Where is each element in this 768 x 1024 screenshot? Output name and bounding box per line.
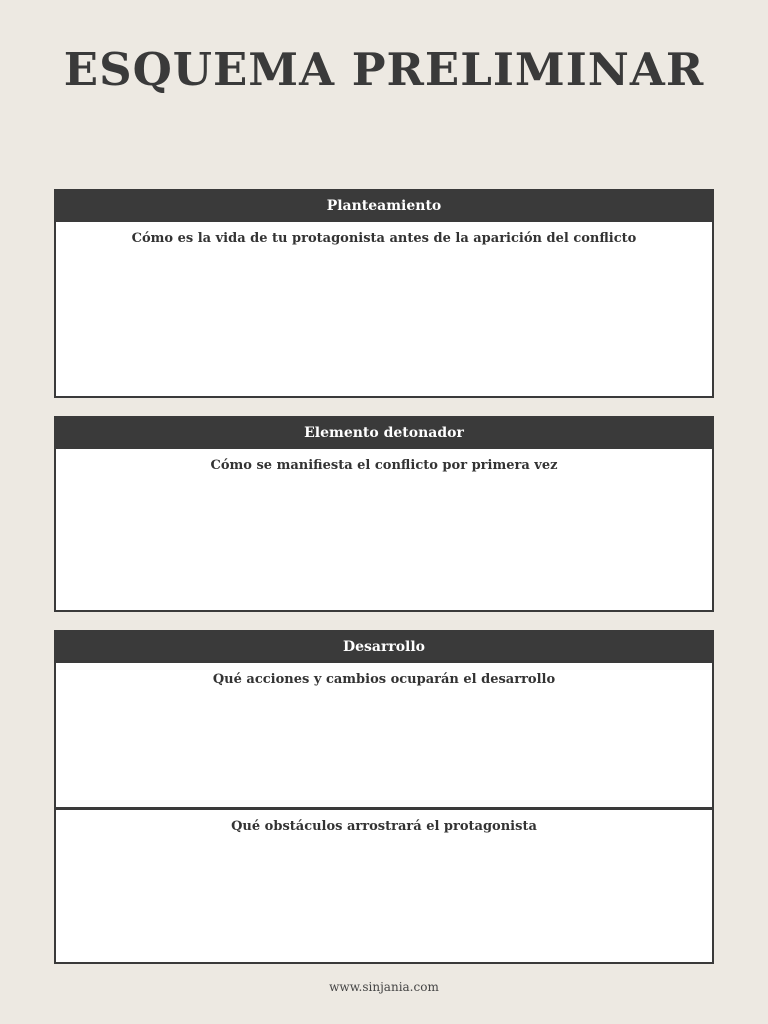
section-elemento-detonador (54, 416, 714, 612)
section-desarrollo (54, 630, 714, 964)
writing-box[interactable] (56, 807, 712, 962)
writing-box[interactable] (56, 663, 712, 807)
section-planteamiento (54, 189, 714, 398)
prompt-text: Qué acciones y cambios ocuparán el desarrollo (212, 672, 556, 687)
writing-box[interactable] (56, 222, 712, 396)
page-title: ESQUEMA PRELIMINAR (63, 43, 705, 96)
prompt-text: Qué obstáculos arrostrará el protagonista (231, 819, 537, 834)
prompt-text: Cómo se manifiesta el conflicto por primera vez (210, 458, 558, 473)
writing-box[interactable] (56, 449, 712, 610)
footer-url: www.sinjania.com (329, 980, 439, 994)
section-header: Elemento detonador (56, 418, 712, 449)
prompt-text: Cómo es la vida de tu protagonista antes de la aparición del conflicto (131, 231, 637, 246)
section-header: Planteamiento (56, 191, 712, 222)
section-header: Desarrollo (56, 632, 712, 663)
